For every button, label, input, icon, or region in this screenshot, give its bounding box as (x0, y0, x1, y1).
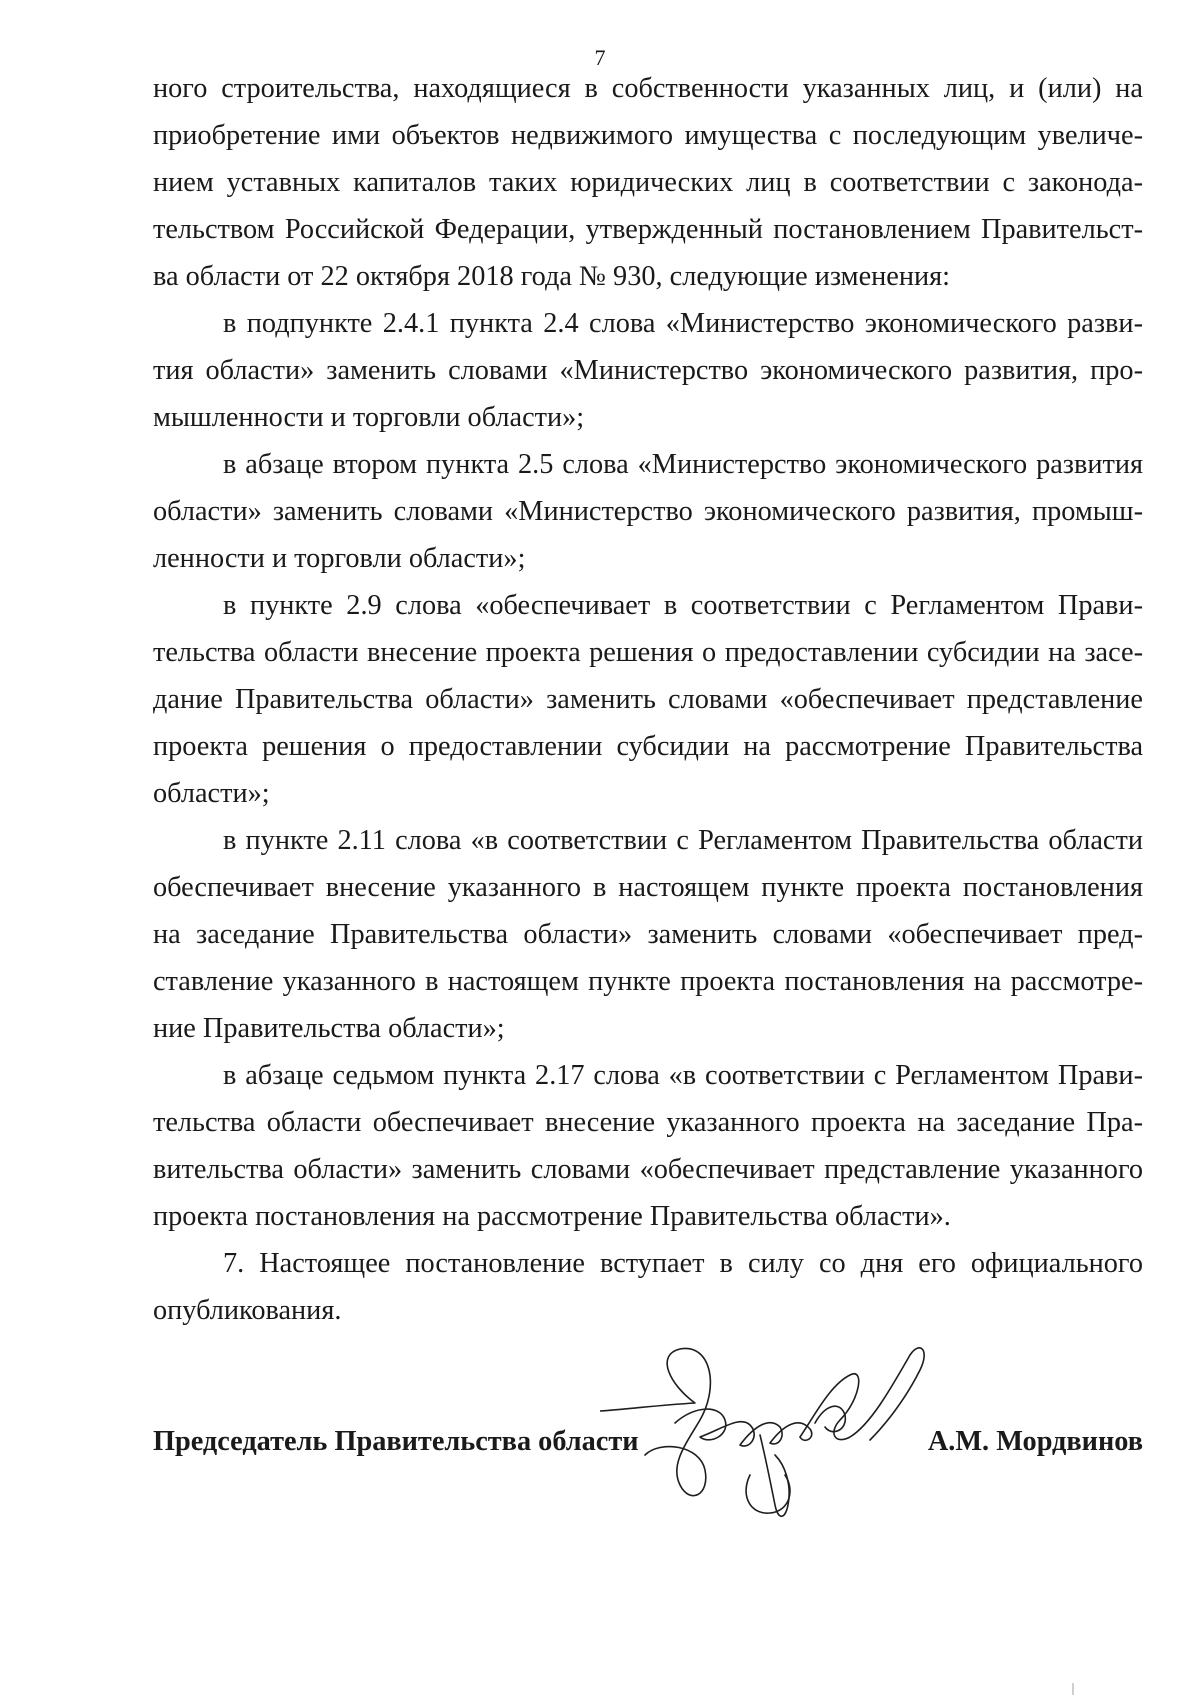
paragraph-amendment-2-5: в абзаце втором пункта 2.5 слова «Министерство экономического развития области» заменить словами «Министерство экономического развития, промышленности и торговли области»; (153, 449, 1143, 574)
scan-artifact (1072, 1683, 1074, 1695)
paragraph-amendment-2-11: в пункте 2.11 слова «в соответствии с Регламентом Правительства области обеспечивает внесение указанного в настоящем пункте проекта постановления на заседание Правительства области» заменить словами «обеспечивает представление указанного в настоящем пункте проекта постановления на рассмотрение Правительства области»; (153, 825, 1143, 1044)
signatory-name: А.М. Мордвинов (927, 1426, 1143, 1457)
paragraph-amendment-2-4-1: в подпункте 2.4.1 пункта 2.4 слова «Министерство экономического развития области» заменить словами «Министерство экономического развития, промышленности и торговли области»; (153, 308, 1143, 433)
paragraph-entry-into-force: 7. Настоящее постановление вступает в силу со дня его официального опубликования. (153, 1248, 1143, 1326)
document-body (153, 65, 1143, 1334)
paragraph-continuation: ного строительства, находящиеся в собственности указанных лиц, и (или) на приобретение ими объектов недвижимого имущества с последующим увеличением уставных капиталов таких юридических лиц в соответствии с законодательством Российской Федерации, утвержденный постановлением Правительства области от 22 октября 2018 года № 930, следующие изменения: (153, 73, 1143, 292)
handwritten-signature (600, 1345, 940, 1545)
paragraph-amendment-2-9: в пункте 2.9 слова «обеспечивает в соответствии с Регламентом Правительства области внесение проекта решения о предоставлении субсидии на заседание Правительства области» заменить словами «обеспечивает представление проекта решения о предоставлении субсидии на рассмотрение Правительства области»; (153, 590, 1143, 809)
page-number: 7 (594, 45, 606, 70)
paragraph-amendment-2-17: в абзаце седьмом пункта 2.17 слова «в соответствии с Регламентом Правительства области обеспечивает внесение указанного проекта на заседание Правительства области» заменить словами «обеспечивает представление указанного проекта постановления на рассмотрение Правительства области». (153, 1060, 1143, 1232)
signatory-position: Председатель Правительства области (153, 1426, 639, 1457)
